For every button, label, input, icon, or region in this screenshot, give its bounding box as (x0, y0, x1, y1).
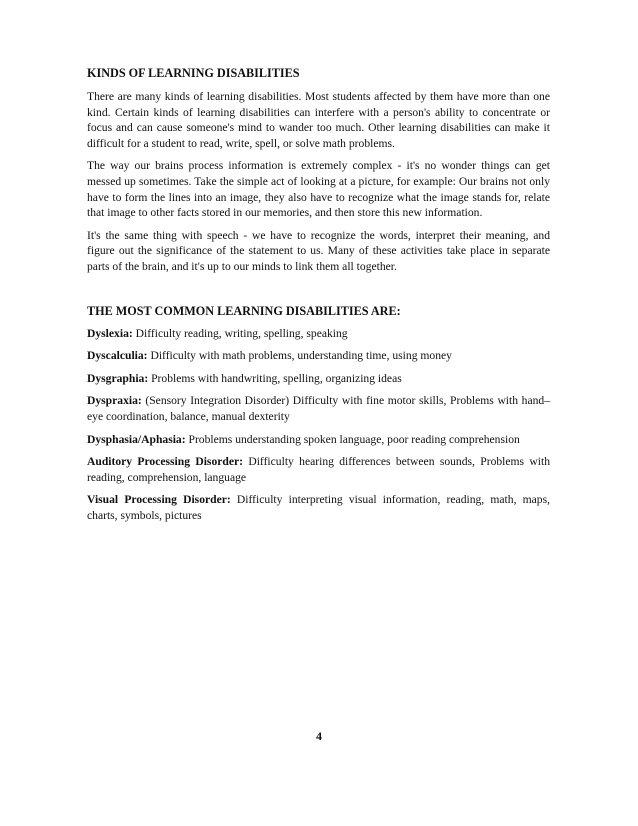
list-item-dyscalculia (87, 348, 550, 364)
term-description: Problems understanding spoken language, poor reading comprehension (185, 432, 520, 446)
list-item-visual-processing (87, 492, 550, 523)
term-label: Dysgraphia: (87, 371, 149, 385)
paragraph-speech: It's the same thing with speech - we have to recognize the words, interpret their meaning, and figure out the significance of the statement to us. Many of these activities take place in separate parts of the brain, and it's up to our minds to link them all together. (87, 228, 550, 273)
list-item-dyslexia (87, 326, 550, 342)
list-item-auditory-processing (87, 454, 550, 485)
term-description: Difficulty with math problems, understanding time, using money (147, 349, 452, 363)
document-page (87, 66, 550, 530)
section-heading-kinds: KINDS OF LEARNING DISABILITIES (87, 66, 300, 80)
term-label: Dyslexia: (87, 326, 133, 340)
paragraph-kinds-intro: There are many kinds of learning disabilities. Most students affected by them have more than one kind. Certain kinds of learning disabilities can interfere with a person's ability to concentrate or focus and can cause someone's mind to wander too much. Other learning disabilities can make it difficult for a student to read, write, spell, or solve math problems. (87, 90, 550, 150)
term-description: Difficulty hearing differences between sounds, Problems with reading, comprehension, language (87, 455, 550, 484)
list-item-dysphasia (87, 432, 550, 448)
term-label: Visual Processing Disorder: (87, 493, 231, 507)
list-item-dysgraphia (87, 371, 550, 387)
term-label: Dyscalculia: (87, 349, 148, 363)
term-label: Auditory Processing Disorder: (87, 455, 243, 469)
term-description: Problems with handwriting, spelling, organizing ideas (148, 371, 402, 385)
section-heading-common: THE MOST COMMON LEARNING DISABILITIES ARE: (87, 303, 401, 318)
list-item-dyspraxia (87, 393, 550, 424)
section-spacer (87, 282, 550, 304)
term-label: Dyspraxia: (87, 394, 142, 408)
paragraph-brain-processing: The way our brains process information is extremely complex - it's no wonder things can get messed up sometimes. Take the simple act of looking at a picture, for example: Our brains not only have to form the lines into an image, they also have to recognize what the image stands for, relate that image to other facts stored in our memories, and then store this new information. (87, 159, 550, 220)
page-number: 4 (316, 729, 322, 743)
term-description: Difficulty interpreting visual information, reading, math, maps, charts, symbols, pictures (87, 493, 551, 522)
term-description: Difficulty reading, writing, spelling, speaking (132, 326, 348, 340)
term-description: (Sensory Integration Disorder) Difficulty with fine motor skills, Problems with hand–eye coordination, balance, manual dexterity (87, 394, 550, 423)
term-label: Dysphasia/Aphasia: (87, 432, 186, 446)
